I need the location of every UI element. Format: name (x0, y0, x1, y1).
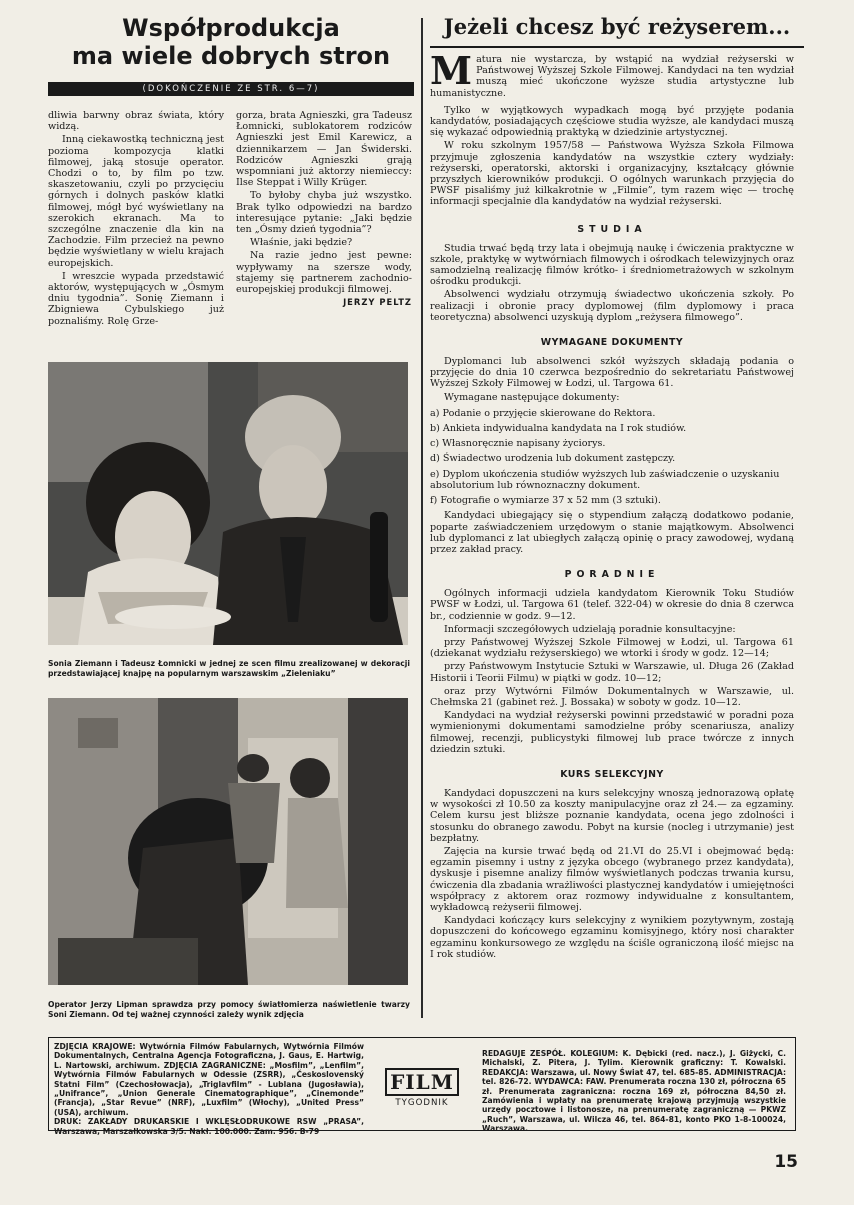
studia-heading: STUDIA (577, 223, 647, 235)
left-text-col2 (236, 110, 412, 307)
left-col2-para: Na razie jedno jest pewne: wypływamy na szersze wody, stajemy się partnerem zachodnio-europejskiej produkcji filmowej. (236, 250, 412, 296)
left-title-line1: Współprodukcja (122, 14, 340, 42)
docs-list-item: f) Fotografie o wymiarze 37 x 52 mm (3 sztuki). (430, 495, 661, 507)
poradnie-para: oraz przy Wytwórni Filmów Dokumentalnych w Warszawie, ul. Chełmska 21 (gabinet reż. J. Bossaka) w soboty w godz. 10—12. (430, 685, 794, 708)
footer-credits-block (54, 1042, 364, 1136)
left-col2-para: gorza, brata Agnieszki, gra Tadeusz Łomnicki, sublokatorem rodziców Agnieszki jest Emil Karewicz, a dziennikarzem — Jan Świderski. Rodziców Agnieszki grają wspomniani już aktorzy niemieccy: Ilse Steppat i Willy Krüger. (236, 110, 412, 189)
operator-photo (48, 698, 408, 985)
dropcap-letter: M (430, 54, 473, 93)
kurs-heading: KURS SELEKCYJNY (560, 768, 664, 780)
left-col1-para: Inną ciekawostką techniczną jest pozioma kompozycja klatki filmowej, jaką stosuje operator. Chodzi o to, by film po tzw. skaszetowaniu, czyli po przycięciu górnych i dolnych pasków klatki filmowej, mógł być wyświetlany na szerokich ekranach. Ma to szczególne znaczenie dla kin na Zachodzie. Film przecież na pewno będzie wyświetlany w wielu krajach europejskich. (48, 134, 224, 269)
studia-para: Absolwenci wydziału otrzymują świadectwo ukończenia szkoły. Po realizacji i obronie pracy dyplomowej (film dyplomowy i praca teoretyczna) absolwenci uzyskują dyplom „reżysera filmowego”. (430, 289, 794, 323)
kurs-para: Kandydaci kończący kurs selekcyjny z wynikiem pozytywnym, zostają dopuszczeni do końcowego egzaminu komisyjnego, który nosi charakter egzaminu konkursowego ze względu na ściśle ograniczoną ilość miejsc na I rok studiów. (430, 915, 794, 960)
continued-banner (48, 82, 414, 96)
intro-block (430, 54, 794, 101)
docs-list-item: e) Dyplom ukończenia studiów wyższych lub zaświadczenie o uzyskaniu absolutorium lub równoznaczny dokument. (430, 468, 780, 491)
left-col1-para: dliwia barwny obraz świata, który widzą. (48, 110, 224, 133)
footer-print-info: DRUK: ZAKŁADY DRUKARSKIE I WKLĘSŁODRUKOWE RSW „PRASA”, Warszawa, Marszałkowska 3/5. Nakł. 100.000. Zam. 956. B-79 (54, 1117, 364, 1136)
kurs-para: Zajęcia na kursie trwać będą od 21.VI do 25.VI i obejmować będą: egzamin pisemny i ustny z języka obcego (wybranego przez kandydata), dyskusje i pisemne analizy filmów wyświetlanych podczas trwania kursu, ćwiczenia dla zbadania wrażliwości plastycznej kandydatów i umiejętności współpracy z aktorem oraz rozmowy indywidualne z konsultantem, wykładowcą reżyserii filmowej. (430, 845, 794, 913)
docs-lead: Wymagane następujące dokumenty: (444, 391, 620, 403)
page-number: 15 (774, 1152, 798, 1172)
left-col2-para: To byłoby chyba już wszystko. Brak tylko odpowiedzi na bardzo interesujące pytanie: „Jaki będzie ten „Ósmy dzień tygodnia”? (236, 190, 412, 236)
left-text-col1 (48, 110, 224, 329)
docs-intro: Dyplomanci lub absolwenci szkół wyższych składają podania o przyjęcie do dnia 10 czerwca bezpośrednio do sekretariatu Państwowej Wyższej Szkoły Filmowej w Łodzi, ul. Targowa 61. (430, 356, 794, 390)
continued-text: (DOKOŃCZENIE ZE STR. 6—7) (142, 84, 320, 94)
film-logo (372, 1068, 472, 1108)
right-title-rule (430, 46, 804, 48)
docs-heading: WYMAGANE DOKUMENTY (540, 337, 684, 349)
operator-scene-illustration (48, 698, 408, 985)
footer-credits: ZDJĘCIA KRAJOWE: Wytwórnia Filmów Fabularnych, Wytwórnia Filmów Dokumentalnych, Centralna Agencja Fotograficzna, J. Gaus, E. Hartwig, L. Nartowski, archiwum. ZDJĘCIA ZAGRANICZNE: „Mosfilm”, „Lenfilm”, Wytwórnia Filmów Fabularnych w Odessie (ZSRR), „Československý Statni Film” (Czechosłowacja), „Triglavfilm” - Lublana (Jugosławia), „Unifrance”, „Union Generale Cinematographique”, „Cinemonde” (Francja), „Star Revue” (NRF), „Luxfilm” (Włochy), „United Press” (USA), archiwum. (54, 1042, 364, 1117)
docs-list-item: a) Podanie o przyjęcie skierowane do Rektora. (430, 407, 656, 419)
right-article-body (430, 54, 794, 962)
photo1-caption: Sonia Ziemann i Tadeusz Łomnicki w jednej ze scen filmu zrealizowanej w dekoracji przedstawiającej knajpę na popularnym warszawskim „Zieleniaku” (48, 659, 410, 678)
docs-list-item: c) Własnoręcznie napisany życiorys. (430, 438, 606, 450)
left-title-line2: ma wiele dobrych stron (71, 42, 391, 70)
intro-para: W roku szkolnym 1957/58 — Państwowa Wyższa Szkoła Filmowa przyjmuje zgłoszenia kandydatów na wszystkie cztery wydziały: reżyserski, operatorski, aktorski i organizacyjny, kształcący głównie przyszłych kierowników produkcji. O ogólnych warunkach przyjęcia do PWSF pisaliśmy już kilkakrotnie w „Filmie”, tym razem więc — trochę informacji specjalnie dla kandydatów na wydział reżyserski. (430, 140, 794, 208)
docs-list-item: b) Ankieta indywidualna kandydata na I rok studiów. (430, 423, 687, 435)
film-logo-mark: FILM (385, 1068, 459, 1096)
footer-editorial: REDAGUJE ZESPÓŁ. KOLEGIUM: K. Dębicki (red. nacz.), J. Giżycki, C. Michalski, Z. Pitera, J. Tylim. Kierownik graficzny: T. Kowalski. REDAKCJA: Warszawa, ul. Nowy Świat 47, tel. 685-85. ADMINISTRACJA: tel. 826-72. WYDAWCA: FAW. Prenumerata roczna 130 zł, półroczna 65 zł. Prenumerata zagraniczna: roczna 169 zł, półroczna 84,50 zł. Zamówienia i wpłaty na prenumeratę krajową przyjmują wszystkie urzędy pocztowe i listonosze, na prenumeratę zagraniczną — PKWZ „Ruch”, Warszawa, ul. Wilcza 46, tel. 864-81, konto PKO 1-8-100024, Warszawa. (482, 1049, 786, 1134)
photo2-caption: Operator Jerzy Lipman sprawdza przy pomocy światłomierza naświetlenie twarzy Soni Ziemann. Od tej ważnej czynności zależy wynik zdjęcia (48, 1000, 410, 1019)
poradnie-para: Informacji szczegółowych udzielają poradnie konsultacyjne: (444, 623, 736, 635)
poradnie-heading: PORADNIE (564, 569, 660, 581)
studia-para: Studia trwać będą trzy lata i obejmują naukę i ćwiczenia praktyczne w szkole, praktykę w wytwórniach filmowych i ośrodkach telewizyjnych oraz samodzielną realizację filmów krótko- i średniometrażowych w szkolnym ośrodku produkcji. (430, 242, 794, 288)
right-article-title: Jeżeli chcesz być reżyserem... (443, 14, 791, 39)
left-col2-para: Właśnie, jaki będzie? (250, 237, 353, 249)
kurs-para: Kandydaci dopuszczeni na kurs selekcyjny wnoszą jednorazową opłatę w wysokości zł 10.50 za koszty manipulacyjne oraz zł 24.— za egzaminy. Celem kursu jest bliższe poznanie kandydata, ocena jego zdolności i stosunku do obranego zawodu. Pobyt na kursie (nocleg i utrzymanie) jest bezpłatny. (430, 787, 794, 844)
poradnie-para: Ogólnych informacji udziela kandydatom Kierownik Toku Studiów PWSF w Łodzi, ul. Targowa 61 (telef. 322-04) w okresie do dnia 8 czerwca br., codziennie w godz. 9—12. (430, 588, 794, 622)
poradnie-para: przy Państwowej Wyższej Szkole Filmowej w Łodzi, ul. Targowa 61 (dziekanat wydziału reżyserskiego) we wtorki i środy w godz. 12—14; (430, 636, 794, 660)
poradnie-para: Kandydaci na wydział reżyserski powinni przedstawić w poradni poza wymienionymi dokumentami samodzielne próby scenariusza, analizy filmowej, recenzji, publicystyki filmowej lub prace twórcze z innych dziedzin sztuki. (430, 710, 794, 755)
author-signature: JERZY PELTZ (343, 297, 412, 308)
poradnie-para: przy Państwowym Instytucie Sztuki w Warszawie, ul. Długa 26 (Zakład Historii i Teorii Filmu) w piątki w godz. 10—12; (430, 661, 794, 684)
left-article-title (48, 14, 414, 70)
docs-after: Kandydaci ubiegający się o stypendium załączą dodatkowo podanie, poparte zaświadczeniem urzędowym o stanie majątkowym. Absolwenci lub dyplomanci z lat ubiegłych załączą opinię o pracy zawodowej, wydaną przez zakład pracy. (430, 510, 794, 555)
intro-para: Tylko w wyjątkowych wypadkach mogą być przyjęte podania kandydatów, posiadających częściowe studia wyższe, ale kandydaci muszą się wykazać odpowiednią praktyką w dziedzinie artystycznej. (430, 104, 794, 139)
column-divider (421, 18, 423, 1018)
docs-list-item: d) Świadectwo urodzenia lub dokument zastępczy. (430, 453, 676, 465)
film-still-illustration (48, 362, 408, 645)
intro-first-para: atura nie wystarcza, by wstąpić na wydział reżyserski w Państwowej Wyższej Szkole Filmowej. Kandydaci na ten wydział muszą mieć ukończone wyższe studia artystyczne lub humanistyczne. (430, 54, 794, 99)
left-col1-para: I wreszcie wypada przedstawić aktorów, występujących w „Ósmym dniu tygodnia”. Sonię Ziemann i Zbigniewa Cybulskiego już poznaliśmy. Rolę Grze- (48, 270, 224, 327)
film-still-photo (48, 362, 408, 645)
docs-list (430, 408, 794, 506)
film-logo-sub: TYGODNIK (395, 1098, 449, 1108)
